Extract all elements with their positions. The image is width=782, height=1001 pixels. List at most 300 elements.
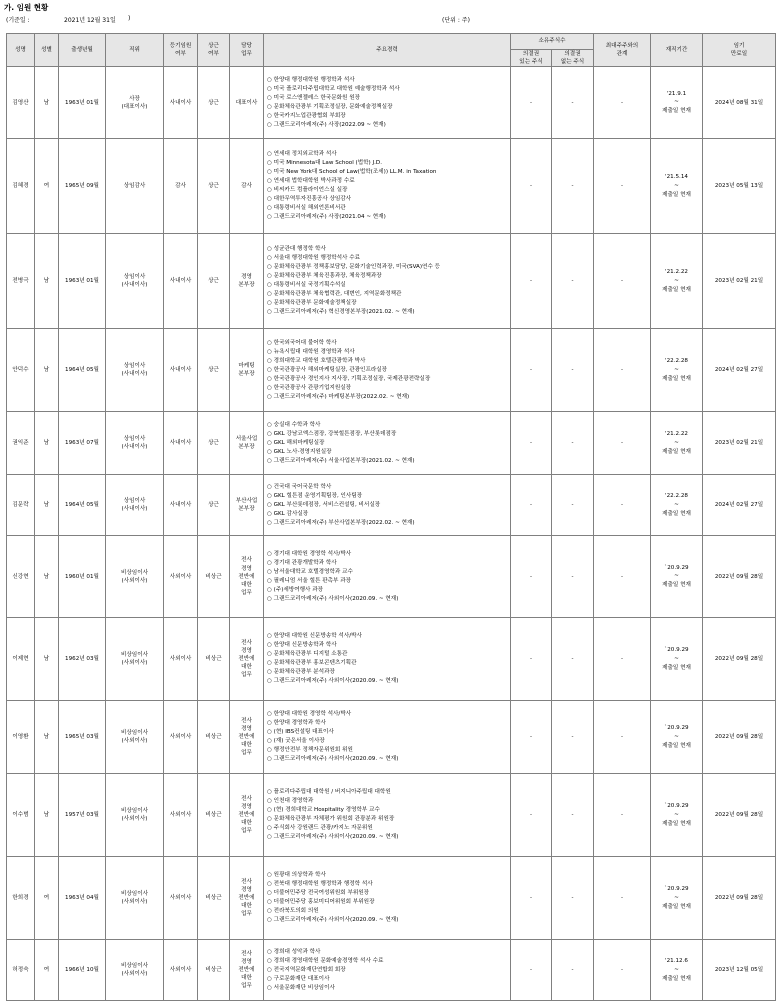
duty-line: 전사 [241,557,252,564]
cell-nonvoting-shares: - [552,536,594,618]
tenure-line: ~ [674,439,679,446]
cell-position [106,412,164,475]
cell-name: 허정숙 [7,940,35,1001]
career-line: ○ 미국 New York대 School of Law(법학(조세)) LL.M. in Taxation [267,169,437,176]
position-line: (사내이사) [121,282,148,289]
cell-career [264,618,511,701]
position-line: (사내이사) [121,371,148,378]
tenure-line: ~ [674,894,679,901]
cell-career [264,475,511,536]
duty-line: 감사 [241,183,252,190]
career-line: ○ 한국관광공사 경인지사 지사장, 기획조정실장, 국제관광전략실장 [267,375,431,382]
cell-name: 김문락 [7,475,35,536]
cell-nonvoting-shares: - [552,139,594,234]
cell-voting-shares: - [511,67,552,139]
table-row [7,67,776,139]
header-tenure: 재직기간 [651,34,703,67]
cell-voting-shares: - [511,139,552,234]
tenure-line: 제출일 현재 [662,742,691,749]
cell-nonvoting-shares: - [552,701,594,774]
cell-relation: - [594,618,651,701]
cell-birth: 1966년 10월 [59,940,106,1001]
career-line: ○ 뉴욕시립대 대학원 경영학과 석사 [267,348,355,355]
cell-nonvoting-shares: - [552,618,594,701]
career-line: ○ 미국 Minnesota대 Law School (법학) J.D. [267,160,383,167]
position-line: (사내이사) [121,444,148,451]
cell-name: 이제현 [7,618,35,701]
duty-line: 전사 [241,878,252,885]
header-fulltime-line: 상근 [208,43,219,49]
cell-relation: - [594,857,651,940]
header-voting-line: 있는 주식 [519,59,543,66]
cell-duty [230,412,264,475]
cell-gender: 남 [35,67,59,139]
tenure-line: `20.9.29 [664,647,689,654]
cell-tenure [651,536,703,618]
duty-line: 전사 [241,639,252,646]
career-line: ○ 문화체육관광부 분석과장 [267,669,335,676]
cell-birth: 1960년 01월 [59,536,106,618]
position-line: (사외이사) [121,971,148,978]
cell-duty [230,701,264,774]
cell-duty [230,475,264,536]
career-line: ○ 서울문화재단 비상임이사 [267,984,335,991]
tenure-line: '22.2.28 [665,358,688,365]
career-line: ○ 플로리다주립대 대학원 / 버지니아주립대 대학원 [267,789,391,796]
duty-line: 경영 [241,726,252,733]
cell-birth: 1957년 03월 [59,774,106,857]
position-line: (사내이사) [121,506,148,513]
cell-duty [230,618,264,701]
cell-voting-shares: - [511,475,552,536]
career-line: ○ 대통령비서실 해외언론비서관 [267,205,346,212]
tenure-line: 제출일 현재 [662,191,691,198]
position-line: 비상임이사 [120,569,149,576]
duty-line: 업무 [241,983,252,990]
career-line: ○ 전북대 행정대학원 행정학과 행정학 석사 [267,881,373,888]
cell-relation: - [594,234,651,329]
duty-line: 전반에 [238,812,255,819]
career-line: ○ 전라북도의회 의원 [267,908,319,915]
cell-nonvoting-shares: - [552,475,594,536]
cell-name: 한희경 [7,857,35,940]
career-line: ○ (현) IBS컨설팅 대표이사 [267,729,334,736]
cell-gender: 남 [35,536,59,618]
cell-name: 김혜경 [7,139,35,234]
cell-tenure [651,234,703,329]
cell-fulltime: 비상근 [198,701,230,774]
tenure-line: 제출일 현재 [662,375,691,382]
cell-voting-shares: - [511,234,552,329]
career-line: ○ 경기대 대학원 경영학 석사/박사 [267,550,352,557]
table-row [7,701,776,774]
duty-line: 본부장 [238,371,255,378]
cell-fulltime: 상근 [198,139,230,234]
career-line: ○ 대한무역투자진흥공사 상임감사 [267,196,352,203]
executives-table [6,33,776,1001]
cell-fulltime: 비상근 [198,857,230,940]
career-line: ○ (주)세방여행사 과장 [267,586,324,593]
position-line: (사외이사) [121,577,148,584]
tenure-line: `20.9.29 [664,725,689,732]
header-birth: 출생년월 [59,34,106,67]
career-line: ○ 그랜드코리아레저(주) 마케팅본부장(2022.02. ~ 현재) [267,393,410,400]
duty-line: 전반에 [238,895,255,902]
cell-nonvoting-shares: - [552,234,594,329]
duty-line: 전사 [241,950,252,957]
cell-registered: 사내이사 [164,329,198,412]
cell-fulltime: 비상근 [198,536,230,618]
cell-tenure [651,857,703,940]
cell-career [264,857,511,940]
tenure-line: `20.9.29 [664,803,689,810]
cell-position [106,475,164,536]
header-expiry [703,34,776,67]
cell-gender: 남 [35,618,59,701]
cell-voting-shares: - [511,857,552,940]
cell-position [106,67,164,139]
cell-registered: 사내이사 [164,67,198,139]
career-line: ○ 한국관광공사 해외마케팅실장, 관광인프라실장 [267,366,388,373]
cell-expiry: 2023년 02월 21일 [703,412,776,475]
cell-duty [230,139,264,234]
cell-expiry: 2022년 09월 28일 [703,701,776,774]
duty-line: 본부장 [238,444,255,451]
cell-duty [230,67,264,139]
position-line: 상임이사 [123,498,146,505]
cell-career [264,67,511,139]
cell-tenure [651,475,703,536]
duty-line: 마케팅 [238,363,255,370]
header-shares: 소유주식수 [511,34,594,50]
cell-registered: 사외이사 [164,618,198,701]
career-line: ○ 경희대 경영대학원 문화예술경영학 석사 수료 [267,957,384,964]
career-line: ○ 성균관대 행정학 학사 [267,246,326,253]
basis-label: (기준일 : [6,17,30,24]
career-line: ○ GKL 노사·경영지원실장 [267,448,332,455]
career-line: ○ (재) 굿은서울 이사장 [267,738,325,745]
career-line: ○ 미국 플로리다주립대학교 대학원 예술행정학과 석사 [267,85,400,92]
career-line: ○ GKL 해외마케팅실장 [267,439,325,446]
header-duty [230,34,264,67]
header-duty-line: 업무 [241,51,252,58]
cell-gender: 여 [35,857,59,940]
table-row [7,234,776,329]
cell-relation: - [594,139,651,234]
cell-career [264,536,511,618]
cell-name: 김영산 [7,67,35,139]
career-line: ○ 한양대 행정대학원 행정학과 석사 [267,76,355,83]
tenure-line: ~ [674,966,679,973]
cell-gender: 남 [35,234,59,329]
cell-position [106,234,164,329]
position-line: 상임감사 [123,183,146,190]
table-row [7,857,776,940]
cell-relation: - [594,774,651,857]
career-line: ○ 그랜드코리아레저(주) 사외이사(2020.09. ~ 현재) [267,834,399,841]
career-line: ○ 전국지역문화재단연합회 회장 [267,966,346,973]
duty-line: 대한 [241,903,252,910]
career-line: ○ 주식회사 강원랜드 관광/카지노 자문위원 [267,825,373,832]
duty-line: 대한 [241,742,252,749]
career-line: ○ 한국외국어대 불어학 학사 [267,339,337,346]
duty-line: 대한 [241,664,252,671]
cell-tenure [651,701,703,774]
career-line: ○ 인천대 경영학과 [267,798,314,805]
cell-relation: - [594,329,651,412]
career-line: ○ 그랜드코리아레저(주) 사장(2021.04 ~ 현재) [267,214,386,221]
tenure-line: 제출일 현재 [662,286,691,293]
career-line: ○ 문화체육관광부 체육진흥과장, 체육정책과장 [267,273,382,280]
cell-duty [230,774,264,857]
tenure-line: ~ [674,182,679,189]
duty-line: 대표이사 [235,99,258,106]
career-line: ○ 행정안전부 정책자문위원회 위원 [267,747,353,754]
duty-line: 경영 [241,959,252,966]
duty-line: 대한 [241,820,252,827]
cell-nonvoting-shares: - [552,774,594,857]
cell-registered: 사외이사 [164,536,198,618]
career-line: ○ 그랜드코리아레저(주) 사장(2022.09 ~ 현재) [267,121,386,128]
career-line: ○ 경희대 성악과 학사 [267,948,321,955]
cell-position [106,701,164,774]
tenure-line: 제출일 현재 [662,975,691,982]
cell-registered: 사외이사 [164,857,198,940]
duty-line: 경영 [241,887,252,894]
cell-gender: 남 [35,774,59,857]
cell-birth: 1964년 05월 [59,475,106,536]
tenure-line: 제출일 현재 [662,903,691,910]
career-line: ○ GKL 부산롯데점장, 서비스컨설팅, 비서실장 [267,501,381,508]
cell-name: 권익준 [7,412,35,475]
career-line: ○ 문화체육관광부 홍보콘텐츠기획관 [267,660,357,667]
duty-line: 업무 [241,672,252,679]
career-line: ○ 문화체육관광부 디지털 소통관 [267,651,348,658]
career-line: ○ 미국 로스앤젤레스 한국문화원 원장 [267,94,361,101]
tenure-line: '21.12.6 [665,958,688,965]
cell-registered: 사내이사 [164,234,198,329]
career-line: ○ 문화체육관광부 정책홍보담당, 문화기술인력과장, 미국(SVA)연수 등 [267,264,441,271]
table-row [7,412,776,475]
cell-voting-shares: - [511,412,552,475]
cell-career [264,412,511,475]
cell-expiry: 2023년 12월 05일 [703,940,776,1001]
cell-registered: 사외이사 [164,701,198,774]
cell-tenure [651,412,703,475]
table-row [7,618,776,701]
tenure-line: 제출일 현재 [662,108,691,115]
position-line: (사외이사) [121,816,148,823]
career-line: ○ 그랜드코리아레저(주) 사외이사(2020.09. ~ 현재) [267,917,399,924]
cell-fulltime: 상근 [198,329,230,412]
table-row [7,536,776,618]
cell-voting-shares: - [511,618,552,701]
cell-expiry: 2022년 09월 28일 [703,536,776,618]
cell-gender: 남 [35,329,59,412]
cell-registered: 감사 [164,139,198,234]
cell-name: 전병극 [7,234,35,329]
cell-relation: - [594,940,651,1001]
duty-line: 경영 [241,565,252,572]
career-line: ○ 문화체육관광부 문화예술정책실장 [267,300,357,307]
section-title: 가. 임원 현황 [4,3,49,12]
career-line: ○ 그랜드코리아레저(주) 사외이사(2020.09. ~ 현재) [267,595,399,602]
career-line: ○ 그랜드코리아레저(주) 사외이사(2020.09. ~ 현재) [267,756,399,763]
position-line: 비상임이사 [120,963,149,970]
cell-birth: 1963년 01월 [59,67,106,139]
cell-expiry: 2022년 09월 28일 [703,774,776,857]
position-line: 비상임이사 [120,808,149,815]
cell-birth: 1963년 07월 [59,412,106,475]
career-line: ○ 그랜드코리아레저(주) 혁신경영본부장(2021.02. ~ 현재) [267,309,415,316]
tenure-line: ~ [674,366,679,373]
duty-line: 서울사업 [235,436,258,443]
duty-line: 전반에 [238,967,255,974]
career-line: ○ 구로문화재단 대표이사 [267,975,330,982]
cell-fulltime: 비상근 [198,940,230,1001]
cell-nonvoting-shares: - [552,329,594,412]
cell-expiry: 2024년 02월 27일 [703,329,776,412]
cell-nonvoting-shares: - [552,67,594,139]
position-line: 비상임이사 [120,730,149,737]
cell-position [106,536,164,618]
career-line: ○ GKL 감사실장 [267,510,309,517]
table-row [7,329,776,412]
cell-voting-shares: - [511,701,552,774]
career-line: ○ 경희대학교 대학원 호텔관광학과 박사 [267,357,366,364]
duty-line: 경영 [241,648,252,655]
cell-voting-shares: - [511,774,552,857]
tenure-line: 제출일 현재 [662,664,691,671]
header-voting-line: 의결권 [522,51,540,57]
tenure-line: '21.5.14 [665,174,688,181]
header-registered-line: 여부 [175,51,186,58]
cell-registered: 사외이사 [164,774,198,857]
career-line: ○ 한양대 경영학과 학사 [267,720,326,727]
cell-tenure [651,67,703,139]
duty-line: 대한 [241,975,252,982]
position-line: (사외이사) [121,738,148,745]
cell-birth: 1965년 09월 [59,139,106,234]
tenure-line: '21.2.22 [665,431,688,438]
position-line: 상임이사 [123,436,146,443]
cell-voting-shares: - [511,329,552,412]
header-fulltime-line: 여부 [208,51,219,58]
duty-line: 본부장 [238,282,255,289]
career-line: ○ 그랜드코리아레저(주) 서울사업본부장(2021.02. ~ 현재) [267,457,415,464]
cell-gender: 여 [35,940,59,1001]
duty-line: 전사 [241,795,252,802]
tenure-line: 제출일 현재 [662,510,691,517]
tenure-line: `20.9.29 [664,564,689,571]
tenure-line: ~ [674,655,679,662]
table-row [7,774,776,857]
cell-relation: - [594,475,651,536]
cell-fulltime: 상근 [198,67,230,139]
tenure-line: ~ [674,733,679,740]
header-career: 주요경력 [264,34,511,67]
career-line: ○ 비씨카드 컴플라이언스실 실장 [267,187,348,194]
career-line: ○ 남서울대학교 호텔경영학과 교수 [267,568,353,575]
cell-duty [230,329,264,412]
career-line: ○ 더불어민주당 전국여성위원회 부위원장 [267,890,370,897]
cell-nonvoting-shares: - [552,857,594,940]
duty-line: 전반에 [238,656,255,663]
career-line: ○ 그랜드코리아레저(주) 부산사업본부장(2022.02. ~ 현재) [267,519,415,526]
cell-expiry: 2022년 09월 28일 [703,857,776,940]
table-body [7,67,776,1001]
cell-fulltime: 상근 [198,412,230,475]
cell-position [106,139,164,234]
tenure-line: ~ [674,501,679,508]
cell-duty [230,536,264,618]
table-row [7,475,776,536]
cell-birth: 1964년 05월 [59,329,106,412]
tenure-line: '22.2.28 [665,493,688,500]
career-line: ○ 연세대 정치외교학과 석사 [267,151,337,158]
career-line: ○ 한국관광공사 관광기업지원실장 [267,384,352,391]
basis-date-line [6,15,776,25]
duty-line: 경영 [241,804,252,811]
cell-fulltime: 상근 [198,475,230,536]
cell-expiry: 2024년 02월 27일 [703,475,776,536]
cell-career [264,774,511,857]
career-line: ○ 대통령비서실 국정기획수석실 [267,282,346,289]
cell-tenure [651,139,703,234]
career-line: ○ 연세대 법학대학원 박사과정 수료 [267,178,355,185]
career-line: ○ GKL 힐튼점 운영기획팀장, 인사팀장 [267,492,363,499]
duty-line: 경영 [241,274,252,281]
header-fulltime [198,34,230,67]
cell-position [106,857,164,940]
duty-line: 부산사업 [235,498,258,505]
header-expiry-line: 만료일 [730,51,748,58]
cell-career [264,234,511,329]
header-expiry-line: 임기 [733,43,745,49]
duty-line: 대한 [241,581,252,588]
header-row-1 [7,34,776,50]
header-position: 직위 [106,34,164,67]
tenure-line: 제출일 현재 [662,820,691,827]
cell-position [106,774,164,857]
duty-line: 업무 [241,911,252,918]
cell-career [264,329,511,412]
career-line: ○ 더불어민주당 홍보미디어위원회 부위원장 [267,899,375,906]
position-line: 상임이사 [123,363,146,370]
cell-registered: 사외이사 [164,940,198,1001]
career-line: ○ 경기대 관광개발학과 학사 [267,559,337,566]
header-relation-line: 관계 [616,51,628,58]
career-line: ○ (현) 경희대학교 Hospitality 경영학부 교수 [267,807,380,814]
header-registered-line: 등기임원 [169,43,192,49]
career-line: ○ 서울대 행정대학원 행정학석사 수료 [267,255,361,262]
career-line: ○ 건국대 국어국문학 학사 [267,483,332,490]
cell-tenure [651,618,703,701]
cell-birth: 1962년 03월 [59,618,106,701]
cell-expiry: 2023년 05월 13일 [703,139,776,234]
tenure-line: 제출일 현재 [662,448,691,455]
cell-fulltime: 비상근 [198,774,230,857]
cell-duty [230,857,264,940]
career-line: ○ 한양대 신문방송학과 학사 [267,642,337,649]
career-line: ○ 문화체육관광부 체육협력관, 대변인, 지역문화정책관 [267,291,402,298]
tenure-line: '21.9.1 [666,90,687,97]
career-line: ○ 문화체육관광부 기획조정실장, 문화예술정책실장 [267,103,393,110]
career-line: ○ 한국카지노업관광협회 부회장 [267,112,346,119]
duty-line: 전사 [241,717,252,724]
career-line: ○ 한양대 대학원 신문방송학 석사/박사 [267,633,362,640]
cell-tenure [651,329,703,412]
